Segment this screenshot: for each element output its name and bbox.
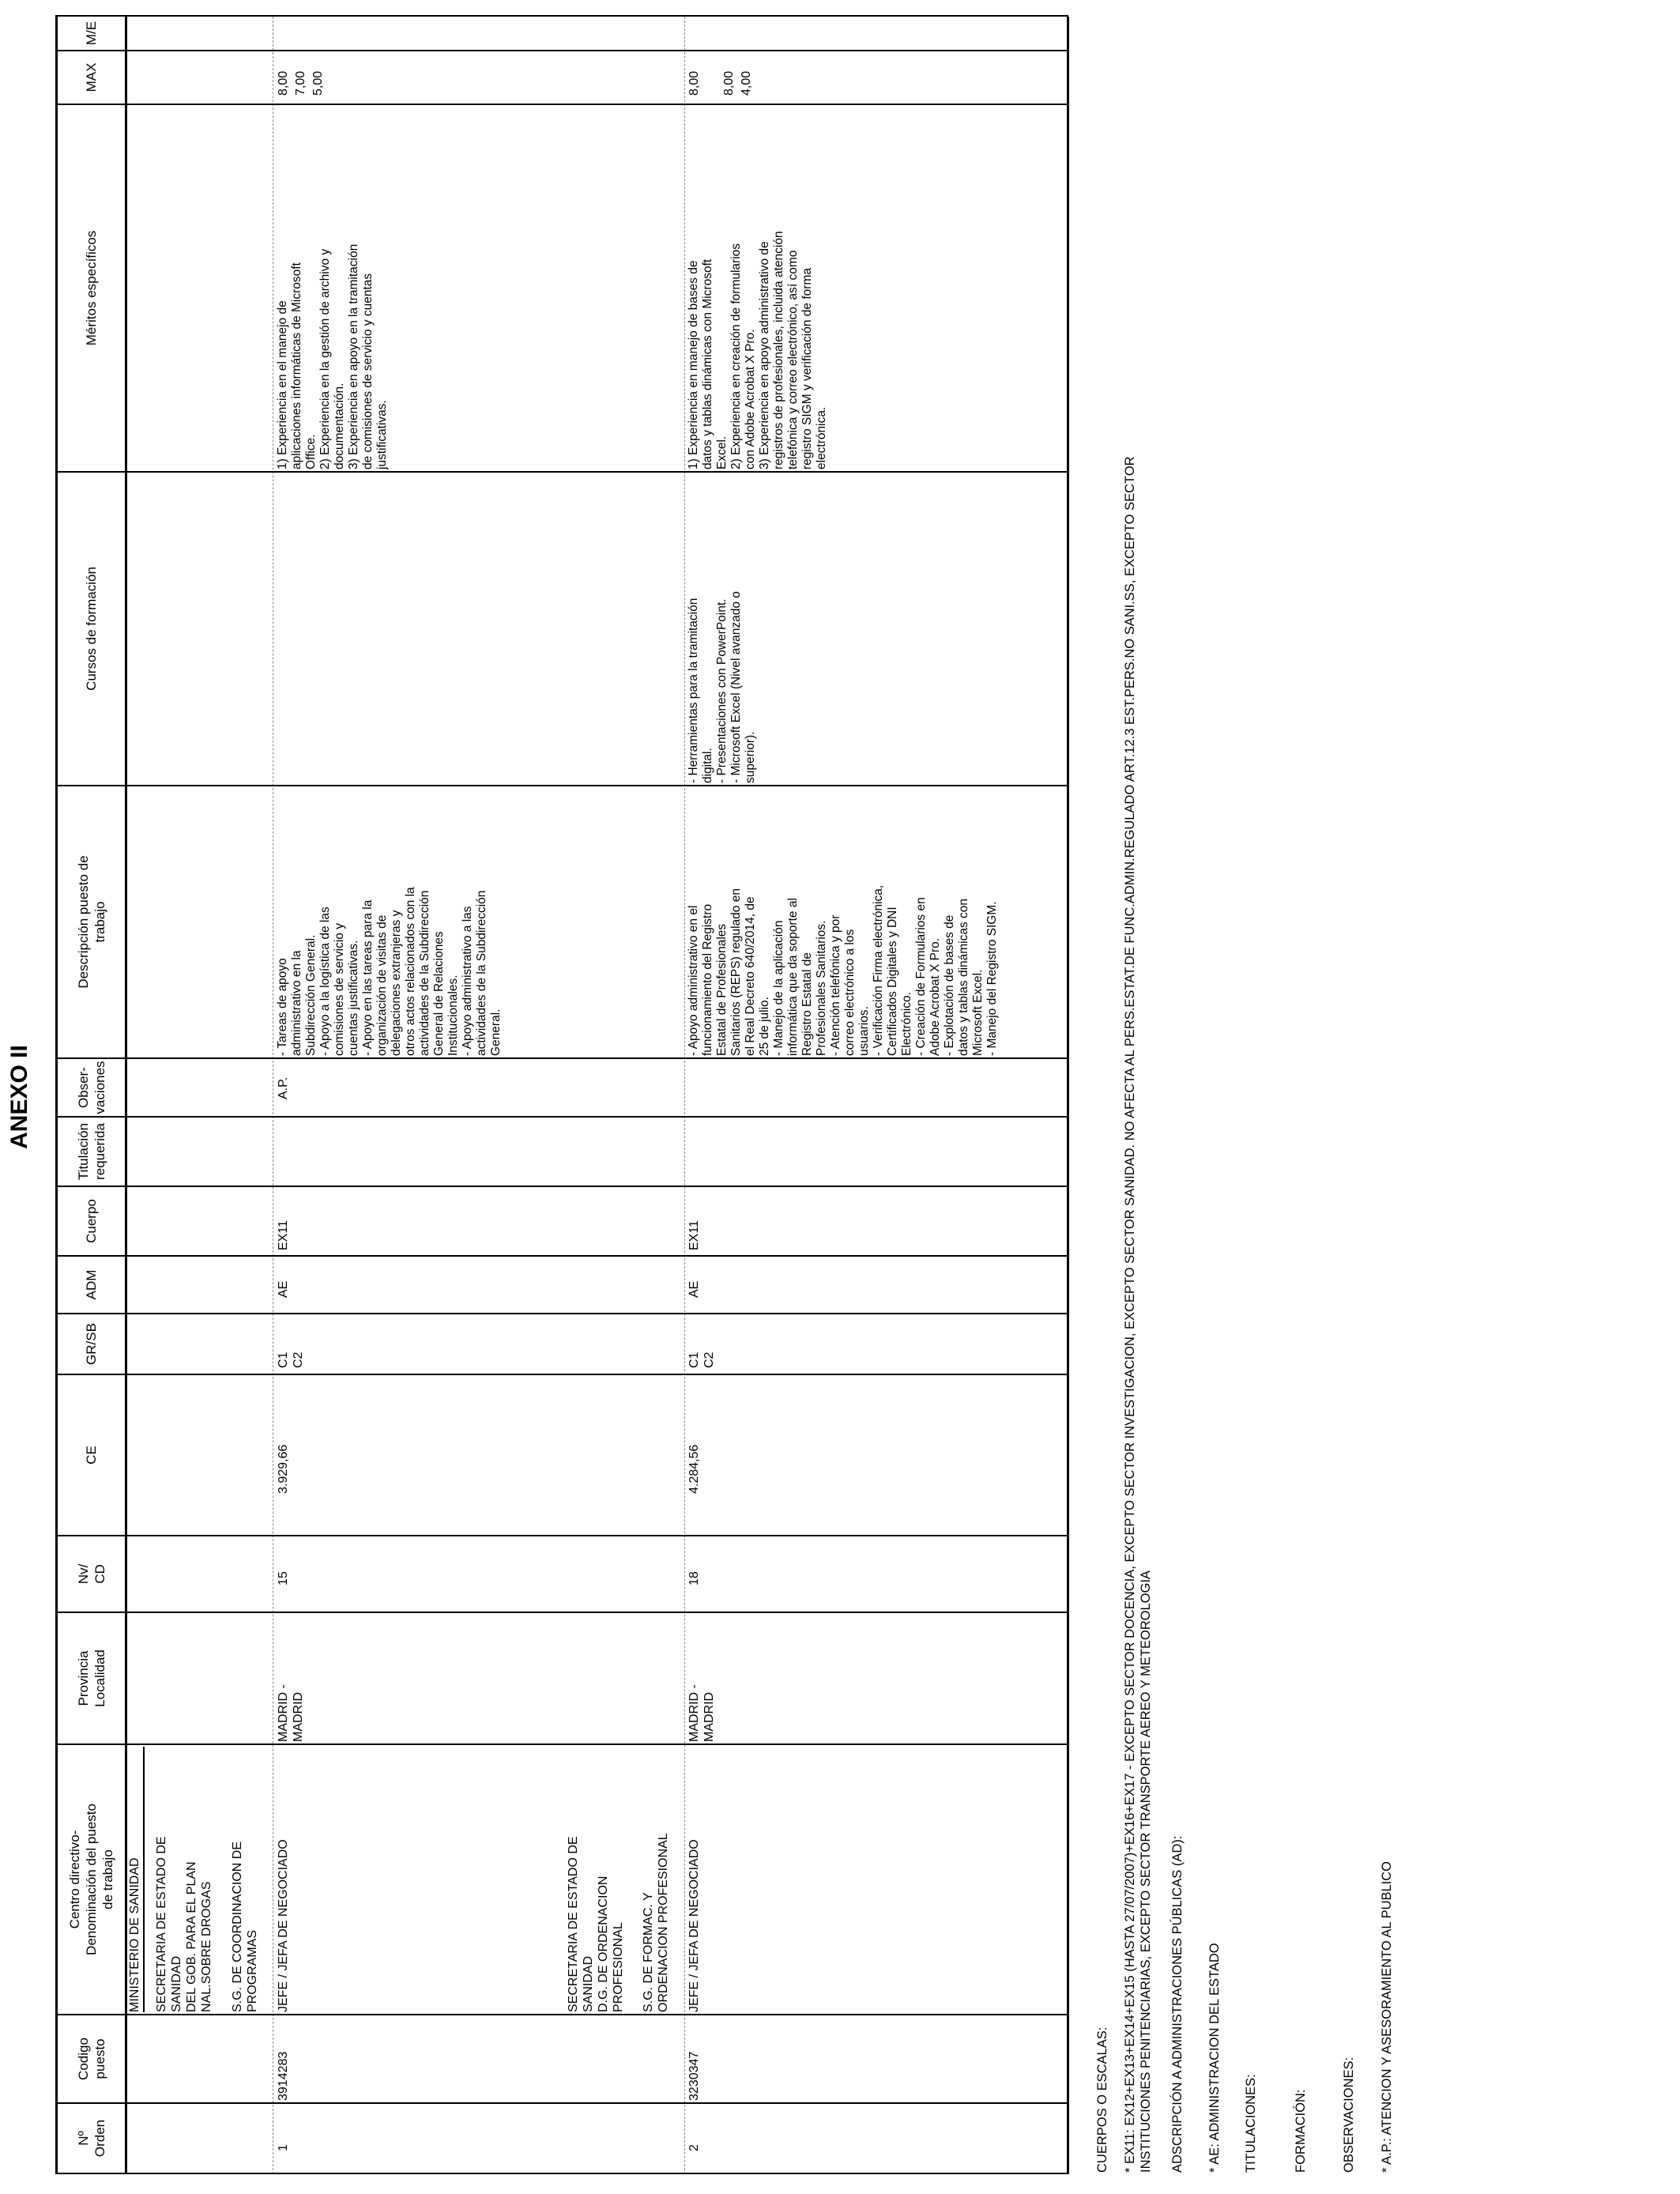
column-rule bbox=[55, 2014, 1068, 2015]
footer-adscripcion-heading: ADSCRIPCIÓN A ADMINISTRACIONES PÚBLICAS (AD): bbox=[1170, 1835, 1185, 2173]
header-adm: ADM bbox=[84, 1269, 99, 1300]
row1-meritos: 1) Experiencia en el manejo de aplicaciones informáticas de Microsoft Office. 2) Experiencia en la gestión de archivo y documentación. 3) Experiencia en apoyo en la tramitación de comisiones de servicio y cuentas justificativas. bbox=[276, 243, 389, 469]
row1-descripcion: - Tareas de apoyo administrativo en la Subdirección General. - Apoyo a la logística de las comisiones de servicio y cuentas justificativas. - Apoyo en las tareas para la organización de visitas de delegaciones extranjeras y otros actos relacionados con la actividades de la Subdirección General de Relaciones Institucionales. - Apoyo administrativo a las actividades de la Subdirección General. bbox=[276, 887, 503, 1056]
column-rule bbox=[55, 1535, 1068, 1536]
row1-adm: AE bbox=[277, 1280, 290, 1298]
row2-centro-directivo: SECRETARIA DE ESTADO DE SANIDAD D.G. DE ORDENACION PROFESIONAL bbox=[567, 1836, 625, 2012]
row2-adm: AE bbox=[687, 1280, 701, 1298]
header-me: M/E bbox=[84, 21, 99, 46]
row1-ce: 3.929,66 bbox=[277, 1444, 290, 1494]
row2-cursos: - Herramientas para la tramitación digital. - Presentaciones con PowerPoint. - Microsoft Excel (Nivel avanzado o superior). bbox=[687, 591, 757, 783]
footer-observaciones-heading: OBSERVACIONES: bbox=[1342, 2056, 1356, 2173]
ministry-name: MINISTERIO DE SANIDAD bbox=[127, 1747, 145, 2012]
row1-subdireccion: S.G. DE COORDINACION DE PROGRAMAS bbox=[231, 1841, 259, 2012]
column-rule bbox=[55, 1057, 1068, 1059]
row2-orden: 2 bbox=[687, 2144, 701, 2151]
row-separator bbox=[684, 17, 685, 2174]
row2-grsb: C1 C2 bbox=[687, 1351, 716, 1368]
header-cursos: Cursos de formación bbox=[84, 567, 99, 691]
page-title: ANEXO II bbox=[6, 1045, 32, 1149]
row2-descripcion: - Apoyo administrativo en el funcionamiento del Registro Estatal de Profesionales Sanitarios (REPS) regulado en el Real Decreto 640/2014, de 25 de julio. - Manejo de la aplicación informática que da soporte al Registro Estatal de Profesionales Sanitarios. - Atención telefónica y por correo electrónico a los usuarios. - Verificación Firma electrónica, Certificados Digitales y DNI Electrónico. - Creación de Formularios en Adobe Acrobat X Pro. - Explotación de bases de datos y tablas dinámicas con Microsoft Excel. - Manejo del Registro SIGM. bbox=[687, 884, 999, 1056]
row1-denominacion: JEFE / JEFA DE NEGOCIADO bbox=[277, 1839, 290, 2012]
header-centro: Centro directivo- Denominación del puesto de trabajo bbox=[67, 1804, 115, 1955]
footer-observaciones-text: * A.P.: ATENCION Y ASESORAMIENTO AL PUBLICO bbox=[1380, 1860, 1394, 2173]
column-rule bbox=[55, 50, 1068, 51]
footer-formacion: FORMACIÓN: bbox=[1294, 2089, 1308, 2173]
row1-observaciones: A.P. bbox=[277, 1076, 290, 1099]
header-ce: CE bbox=[84, 1446, 99, 1465]
column-rule bbox=[55, 2102, 1068, 2104]
row2-subdireccion: S.G. DE FORMAC. Y ORDENACION PROFESIONAL bbox=[642, 1833, 670, 2012]
header-titulacion: Titulación requerida bbox=[75, 1122, 107, 1181]
row2-max-3: 4,00 bbox=[740, 70, 753, 96]
header-grsb: GR/SB bbox=[84, 1323, 99, 1365]
footer-adscripcion-text: * AE: ADMINISTRACION DEL ESTADO bbox=[1207, 1943, 1222, 2173]
row1-codigo: 3914283 bbox=[277, 2051, 290, 2101]
header-cuerpo: Cuerpo bbox=[84, 1199, 99, 1243]
row2-provincia: MADRID - MADRID bbox=[687, 1684, 716, 1742]
column-rule bbox=[55, 15, 1068, 17]
row1-centro-directivo: SECRETARIA DE ESTADO DE SANIDAD DEL GOB. PARA EL PLAN NAL.SOBRE DROGAS bbox=[155, 1836, 213, 2012]
row1-max-2: 7,00 bbox=[294, 70, 307, 96]
row2-denominacion: JEFE / JEFA DE NEGOCIADO bbox=[687, 1839, 701, 2012]
column-rule bbox=[55, 785, 1068, 786]
row2-max-2: 8,00 bbox=[722, 70, 736, 96]
row2-meritos: 1) Experiencia en manejo de bases de datos y tablas dinámicas con Microsoft Excel. 2) Experiencia en creación de formularios con Adobe Acrobat X Pro. 3) Experiencia en apoyo administrativo de registros de profesionales, incluida atención telefónica y correo electrónico, así como registro SIGM y verificación de forma electrónica. bbox=[687, 231, 828, 469]
column-rule bbox=[55, 1255, 1068, 1257]
row1-grsb: C1 C2 bbox=[277, 1351, 305, 1368]
column-rule bbox=[55, 1744, 1068, 1745]
row1-provincia: MADRID - MADRID bbox=[277, 1684, 305, 1742]
column-rule bbox=[55, 1186, 1068, 1187]
footer-cuerpos-text: * EX11: EX12+EX13+EX14+EX15 (HASTA 27/07/2007)+EX16+EX17 - EXCEPTO SECTOR DOCENCIA, EXCEPTO SECTOR INVESTIGACION, EXCEPTO SECTOR SANIDAD. NO AFECTA AL PERS.ESTAT.DE FUNC.ADMIN.REGULADO ART.12.3 EST.PERS.NO SANI.SS, EXCEPTO SECTOR INSTITUCIONES PENITENCIARIAS, EXCEPTO SECTOR TRANSPORTE AEREO Y METEOROLOGIA bbox=[1123, 456, 1153, 2173]
row1-max-1: 8,00 bbox=[277, 70, 290, 96]
footer-cuerpos-heading: CUERPOS O ESCALAS: bbox=[1095, 2026, 1109, 2173]
header-nivel: Nv/ CD bbox=[75, 1563, 107, 1585]
column-rule bbox=[55, 1116, 1068, 1118]
header-descripcion: Descripción puesto de trabajo bbox=[75, 855, 107, 989]
row2-max-1: 8,00 bbox=[687, 70, 701, 96]
row2-codigo: 3230347 bbox=[687, 2051, 701, 2101]
column-rule bbox=[55, 2173, 1068, 2174]
header-codigo: Codigo puesto bbox=[75, 2038, 107, 2080]
header-provincia: Provincia Localidad bbox=[75, 1649, 107, 1707]
header-orden: Nº Orden bbox=[75, 2119, 107, 2158]
row1-orden: 1 bbox=[277, 2144, 290, 2151]
footer-titulaciones: TITULACIONES: bbox=[1244, 2074, 1258, 2173]
row2-nivel: 18 bbox=[687, 1571, 701, 1585]
row2-cuerpo: EX11 bbox=[687, 1220, 701, 1250]
row1-nivel: 15 bbox=[277, 1571, 290, 1585]
column-rule bbox=[55, 1612, 1068, 1613]
header-max: MAX bbox=[84, 62, 99, 92]
row1-cuerpo: EX11 bbox=[277, 1220, 290, 1250]
column-rule bbox=[55, 471, 1068, 473]
column-rule bbox=[55, 1313, 1068, 1314]
row2-ce: 4.284,56 bbox=[687, 1444, 701, 1494]
column-rule bbox=[55, 1374, 1068, 1375]
row1-max-3: 5,00 bbox=[311, 70, 325, 96]
column-rule bbox=[55, 104, 1068, 105]
header-observaciones: Obser- vaciones bbox=[75, 1061, 107, 1114]
header-meritos: Méritos específicos bbox=[84, 230, 99, 346]
table-bottom-rule bbox=[1067, 17, 1069, 2174]
